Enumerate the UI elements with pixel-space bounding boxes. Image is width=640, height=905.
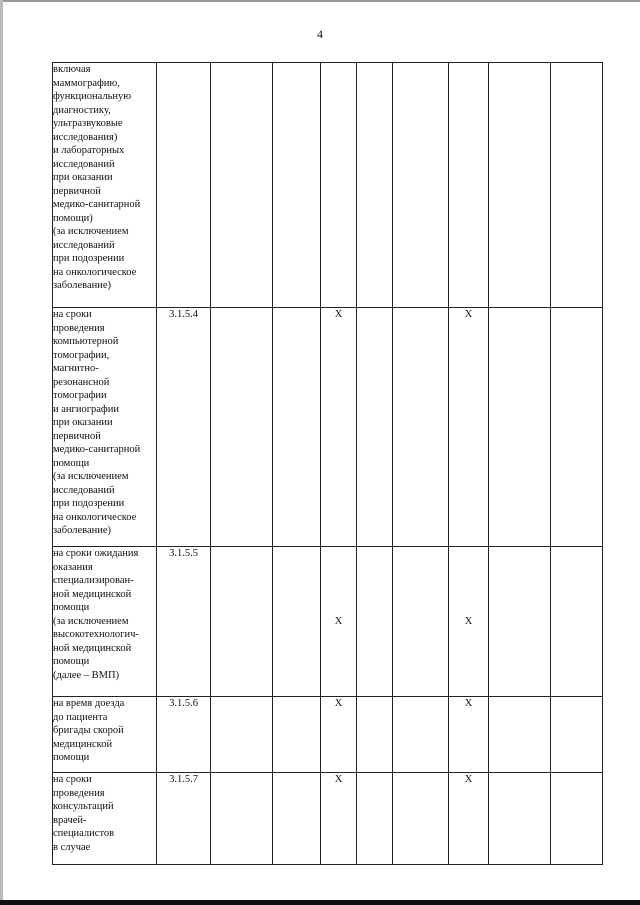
- x-mark: X: [449, 697, 489, 773]
- row-description: на сроки ожидания оказания специализирован- ной медицинской помощи (за исключением высокотехнологич- ной медицинской помощи (далее – ВМП): [53, 547, 157, 697]
- row-description: на сроки проведения консультаций врачей- специалистов в случае: [53, 773, 157, 865]
- table-row: [53, 63, 603, 308]
- x-mark: X: [449, 773, 489, 865]
- table-cell: [393, 308, 449, 547]
- scan-top-edge: [0, 0, 640, 2]
- table-row: [53, 773, 603, 865]
- row-code: 3.1.5.4: [157, 308, 211, 547]
- table-cell: [357, 773, 393, 865]
- table-cell: [211, 308, 273, 547]
- table-cell: [489, 773, 551, 865]
- table-cell: [211, 63, 273, 308]
- x-mark: X: [321, 308, 357, 547]
- table-cell: [357, 547, 393, 697]
- table-cell: [393, 547, 449, 697]
- page-number: 4: [317, 27, 323, 41]
- table-row: [53, 697, 603, 773]
- table-cell: [393, 63, 449, 308]
- row-description: на сроки проведения компьютерной томографии, магнитно- резонансной томографии и ангиографии при оказании первичной медико-санитарной помощи (за исключением исследований при подозрении на онкологическое заболевание): [53, 308, 157, 547]
- scan-bottom-edge: [0, 900, 640, 905]
- document-table: [52, 62, 603, 865]
- row-code: 3.1.5.6: [157, 697, 211, 773]
- x-mark: X: [321, 773, 357, 865]
- table-cell: [551, 773, 603, 865]
- row-description: включая маммографию, функциональную диагностику, ультразвуковые исследования) и лабораторных исследований при оказании первичной медико-санитарной помощи) (за исключением исследований при подозрении на онкологическое заболевание): [53, 63, 157, 308]
- row-code: 3.1.5.5: [157, 547, 211, 697]
- table-cell: [489, 697, 551, 773]
- table-cell: [211, 697, 273, 773]
- x-mark: X: [449, 547, 489, 697]
- table-cell: [449, 63, 489, 308]
- x-mark: X: [449, 308, 489, 547]
- table-cell: [273, 773, 321, 865]
- scan-left-edge: [0, 0, 3, 905]
- table-cell: [393, 773, 449, 865]
- table-cell: [357, 308, 393, 547]
- table-cell: [211, 547, 273, 697]
- table-cell: [551, 308, 603, 547]
- table-row: [53, 308, 603, 547]
- table-cell: [273, 547, 321, 697]
- table-cell: [211, 773, 273, 865]
- table-cell: [551, 63, 603, 308]
- table-cell: [321, 63, 357, 308]
- table-cell: [551, 697, 603, 773]
- table-cell: [357, 63, 393, 308]
- table-cell: [489, 63, 551, 308]
- table-cell: [357, 697, 393, 773]
- table-row: [53, 547, 603, 697]
- table-cell: [489, 308, 551, 547]
- table-cell: [273, 63, 321, 308]
- table-cell: [489, 547, 551, 697]
- table-cell: [551, 547, 603, 697]
- table-cell: [393, 697, 449, 773]
- x-mark: X: [321, 547, 357, 697]
- table-cell: [273, 697, 321, 773]
- row-code: [157, 63, 211, 308]
- table-cell: [273, 308, 321, 547]
- x-mark: X: [321, 697, 357, 773]
- row-description: на время доезда до пациента бригады скорой медицинской помощи: [53, 697, 157, 773]
- row-code: 3.1.5.7: [157, 773, 211, 865]
